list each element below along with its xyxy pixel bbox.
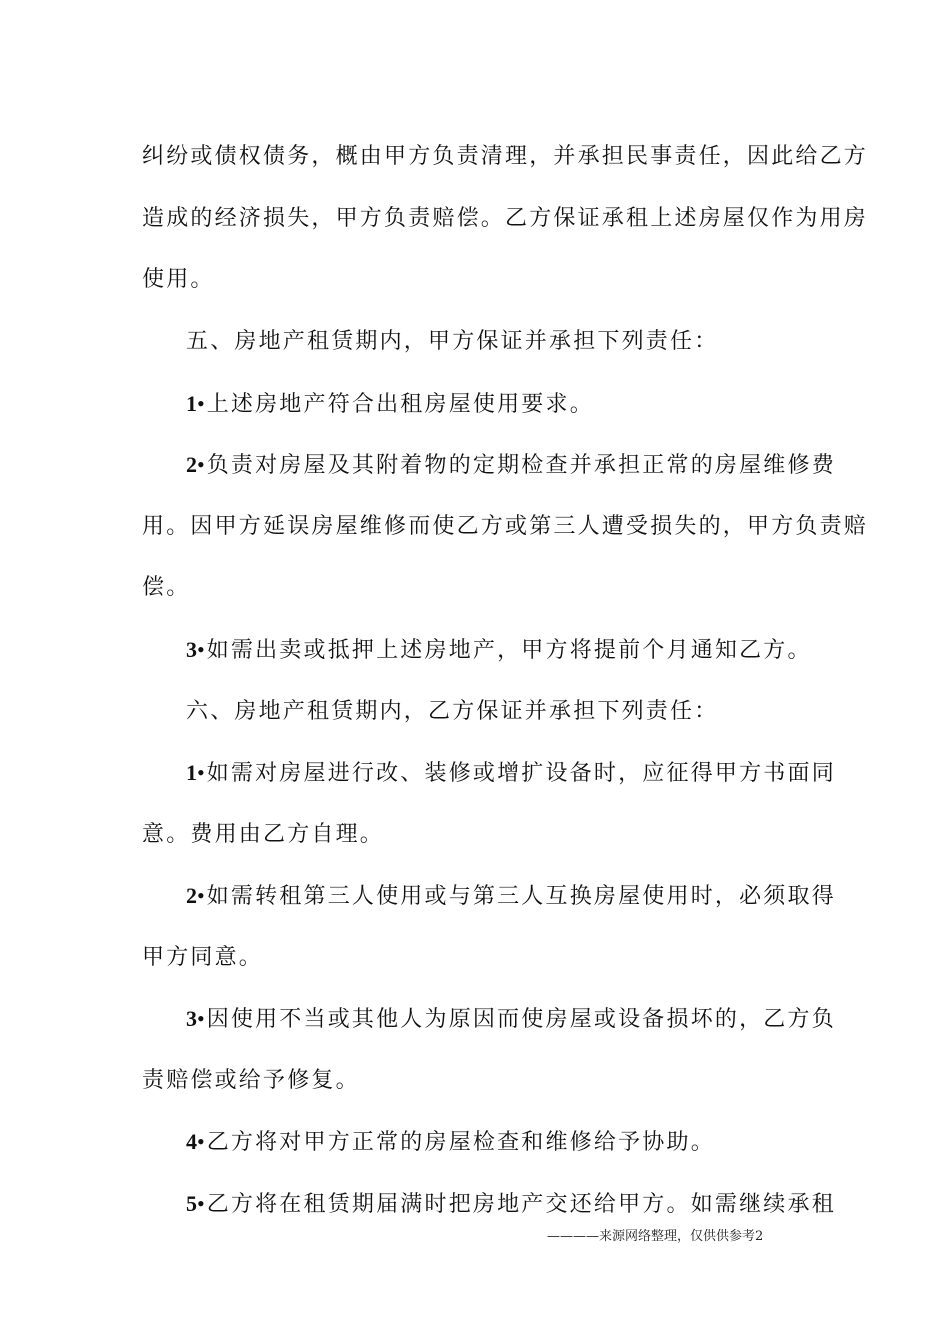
footer-source-note: ————来源网络整理，仅供供参考 (547, 1229, 756, 1244)
paragraph-line: 偿。 (142, 575, 191, 600)
page-footer (547, 1225, 763, 1244)
list-item: 3•如需出卖或抵押上述房地产，甲方将提前个月通知乙方。 (186, 637, 812, 663)
page-number: 2 (755, 1229, 764, 1244)
list-item: 1•如需对房屋进行改、装修或增扩设备时，应征得甲方书面同 (186, 760, 836, 786)
paragraph-line: 意。费用由乙方自理。 (142, 822, 385, 847)
paragraph-line: 使用。 (142, 267, 215, 292)
list-item: 5•乙方将在租赁期届满时把房地产交还给甲方。如需继续承租 (186, 1191, 836, 1217)
list-item: 1•上述房地产符合出租房屋使用要求。 (186, 391, 594, 417)
list-item: 2•如需转租第三人使用或与第三人互换房屋使用时，必须取得 (186, 883, 836, 909)
list-item: 3•因使用不当或其他人为原因而使房屋或设备损坏的，乙方负 (186, 1006, 836, 1032)
section-heading: 六、房地产租赁期内，乙方保证并承担下列责任： (186, 699, 719, 724)
paragraph-line: 纠纷或债权债务，概由甲方负责清理，并承担民事责任，因此给乙方 (142, 144, 869, 169)
paragraph-line: 甲方同意。 (142, 945, 264, 970)
list-item: 2•负责对房屋及其附着物的定期检查并承担正常的房屋维修费 (186, 452, 836, 478)
paragraph-line: 责赔偿或给予修复。 (142, 1068, 360, 1093)
section-heading: 五、房地产租赁期内，甲方保证并承担下列责任： (186, 329, 719, 354)
paragraph-line: 造成的经济损失，甲方负责赔偿。乙方保证承租上述房屋仅作为用房 (142, 206, 869, 231)
paragraph-line: 用。因甲方延误房屋维修而使乙方或第三人遭受损失的，甲方负责赔 (142, 514, 869, 539)
list-item: 4•乙方将对甲方正常的房屋检查和维修给予协助。 (186, 1129, 715, 1155)
